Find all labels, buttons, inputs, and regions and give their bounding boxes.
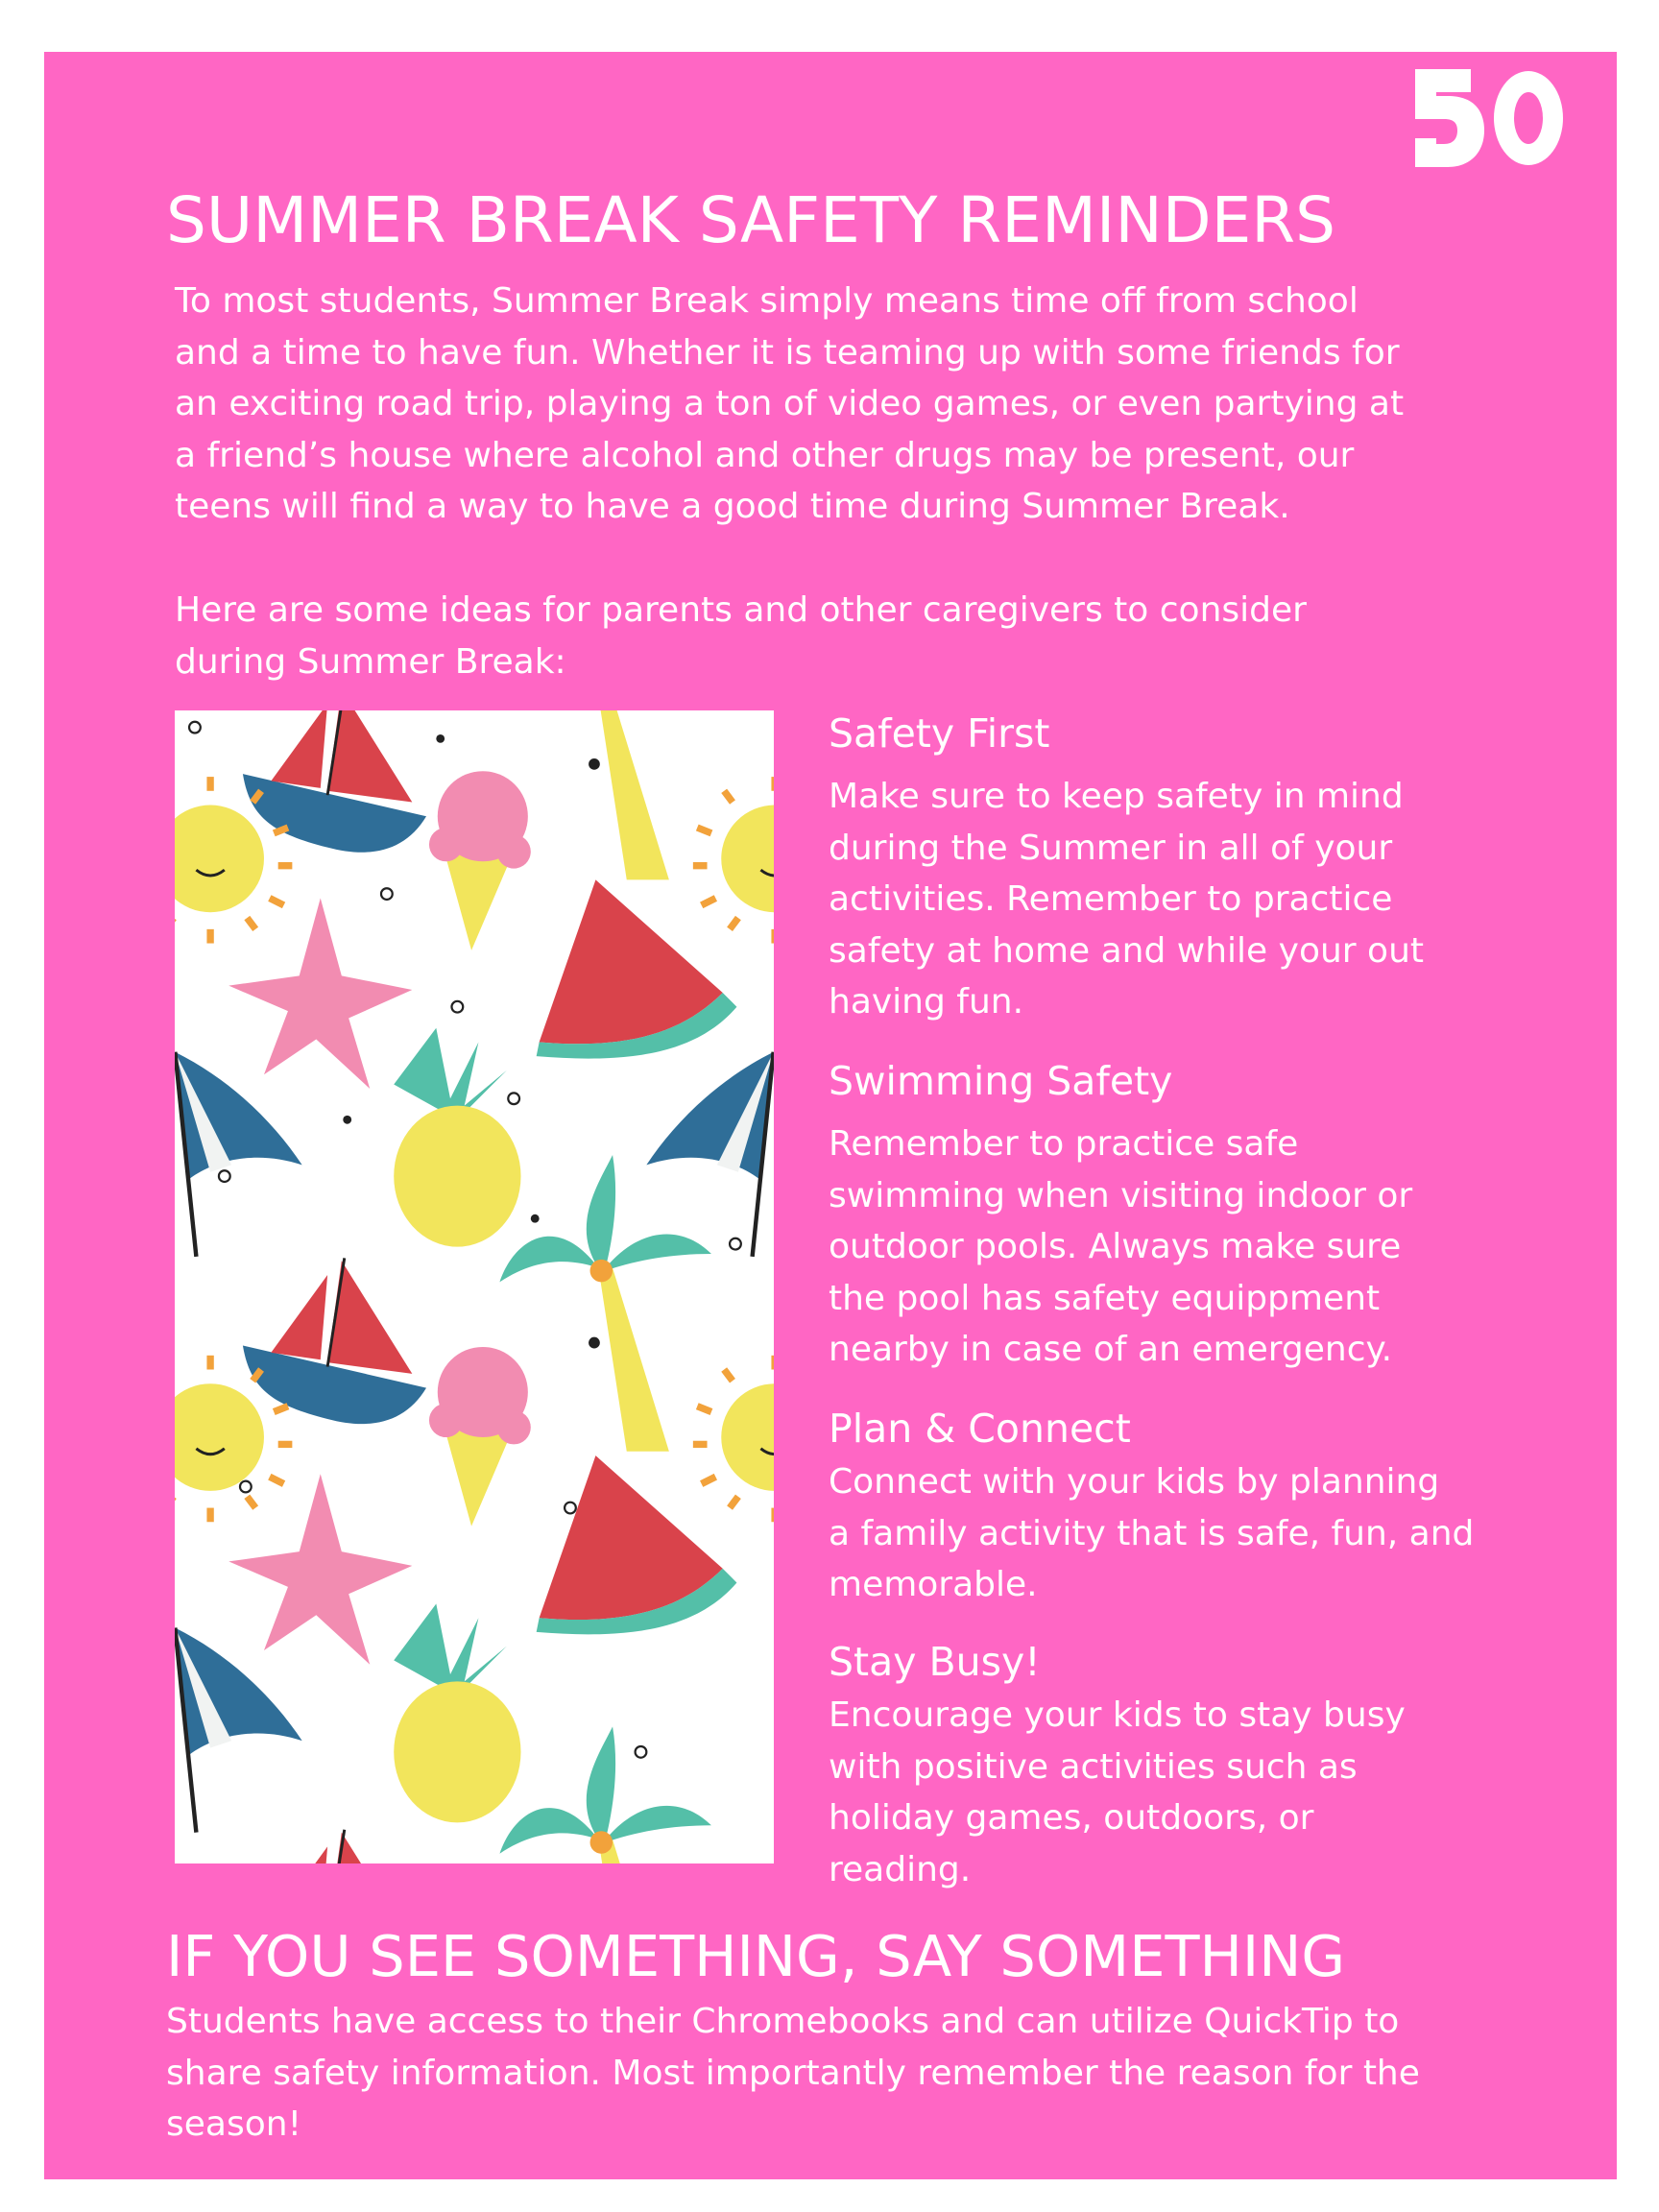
section-line: outdoor pools. Always make sure	[829, 1227, 1402, 1266]
section-line: memorable.	[829, 1565, 1038, 1604]
section-heading: Safety First	[829, 710, 1050, 757]
intro-line: teens will find a way to have a good time during Summer Break.	[175, 487, 1290, 526]
section-heading: Stay Busy!	[829, 1639, 1041, 1685]
section-line: swimming when visiting indoor or	[829, 1175, 1413, 1215]
section-stay-busy	[829, 1638, 1406, 1895]
logo-50	[1415, 69, 1565, 167]
bottom-line: season!	[166, 2104, 301, 2144]
summer-pattern-illustration	[175, 710, 774, 1863]
section-line: having fun.	[829, 982, 1024, 1022]
bottom-paragraph	[166, 1996, 1420, 2151]
section-line: the pool has safety equippment	[829, 1278, 1381, 1318]
section-line: Remember to practice safe	[829, 1124, 1299, 1164]
section-line: Connect with your kids by planning	[829, 1462, 1440, 1502]
intro-line: a friend’s house where alcohol and other drugs may be present, our	[175, 435, 1355, 475]
section-line: during the Summer in all of your	[829, 828, 1393, 868]
section-line: Make sure to keep safety in mind	[829, 777, 1404, 816]
intro-line: To most students, Summer Break simply means time off from school	[175, 281, 1358, 321]
section-line: a family activity that is safe, fun, and	[829, 1513, 1475, 1553]
ideas-line: Here are some ideas for parents and other caregivers to consider	[175, 590, 1307, 630]
bottom-line: share safety information. Most importantly remember the reason for the	[166, 2053, 1420, 2093]
intro-paragraph	[175, 276, 1404, 533]
section-line: holiday games, outdoors, or	[829, 1798, 1314, 1838]
ideas-line: during Summer Break:	[175, 641, 566, 682]
section-line: reading.	[829, 1849, 972, 1889]
intro-line: an exciting road trip, playing a ton of video games, or even partying at	[175, 384, 1405, 423]
section-heading: Plan & Connect	[829, 1406, 1131, 1452]
page-title: SUMMER BREAK SAFETY REMINDERS	[166, 183, 1336, 257]
section-line: Encourage your kids to stay busy	[829, 1695, 1406, 1735]
bottom-line: Students have access to their Chromebooks and can utilize QuickTip to	[166, 2002, 1400, 2041]
bottom-heading: IF YOU SEE SOMETHING, SAY SOMETHING	[166, 1923, 1346, 1989]
section-line: nearby in case of an emergency.	[829, 1330, 1393, 1369]
section-line: activities. Remember to practice	[829, 879, 1393, 919]
section-plan-connect	[829, 1405, 1474, 1611]
section-safety-first	[829, 709, 1424, 1028]
ideas-paragraph	[175, 585, 1307, 687]
intro-line: and a time to have fun. Whether it is teaming up with some friends for	[175, 332, 1400, 373]
section-line: with positive activities such as	[829, 1746, 1358, 1787]
section-heading: Swimming Safety	[829, 1058, 1173, 1104]
section-line: safety at home and while your out	[829, 930, 1424, 971]
section-swimming-safety	[829, 1057, 1412, 1376]
